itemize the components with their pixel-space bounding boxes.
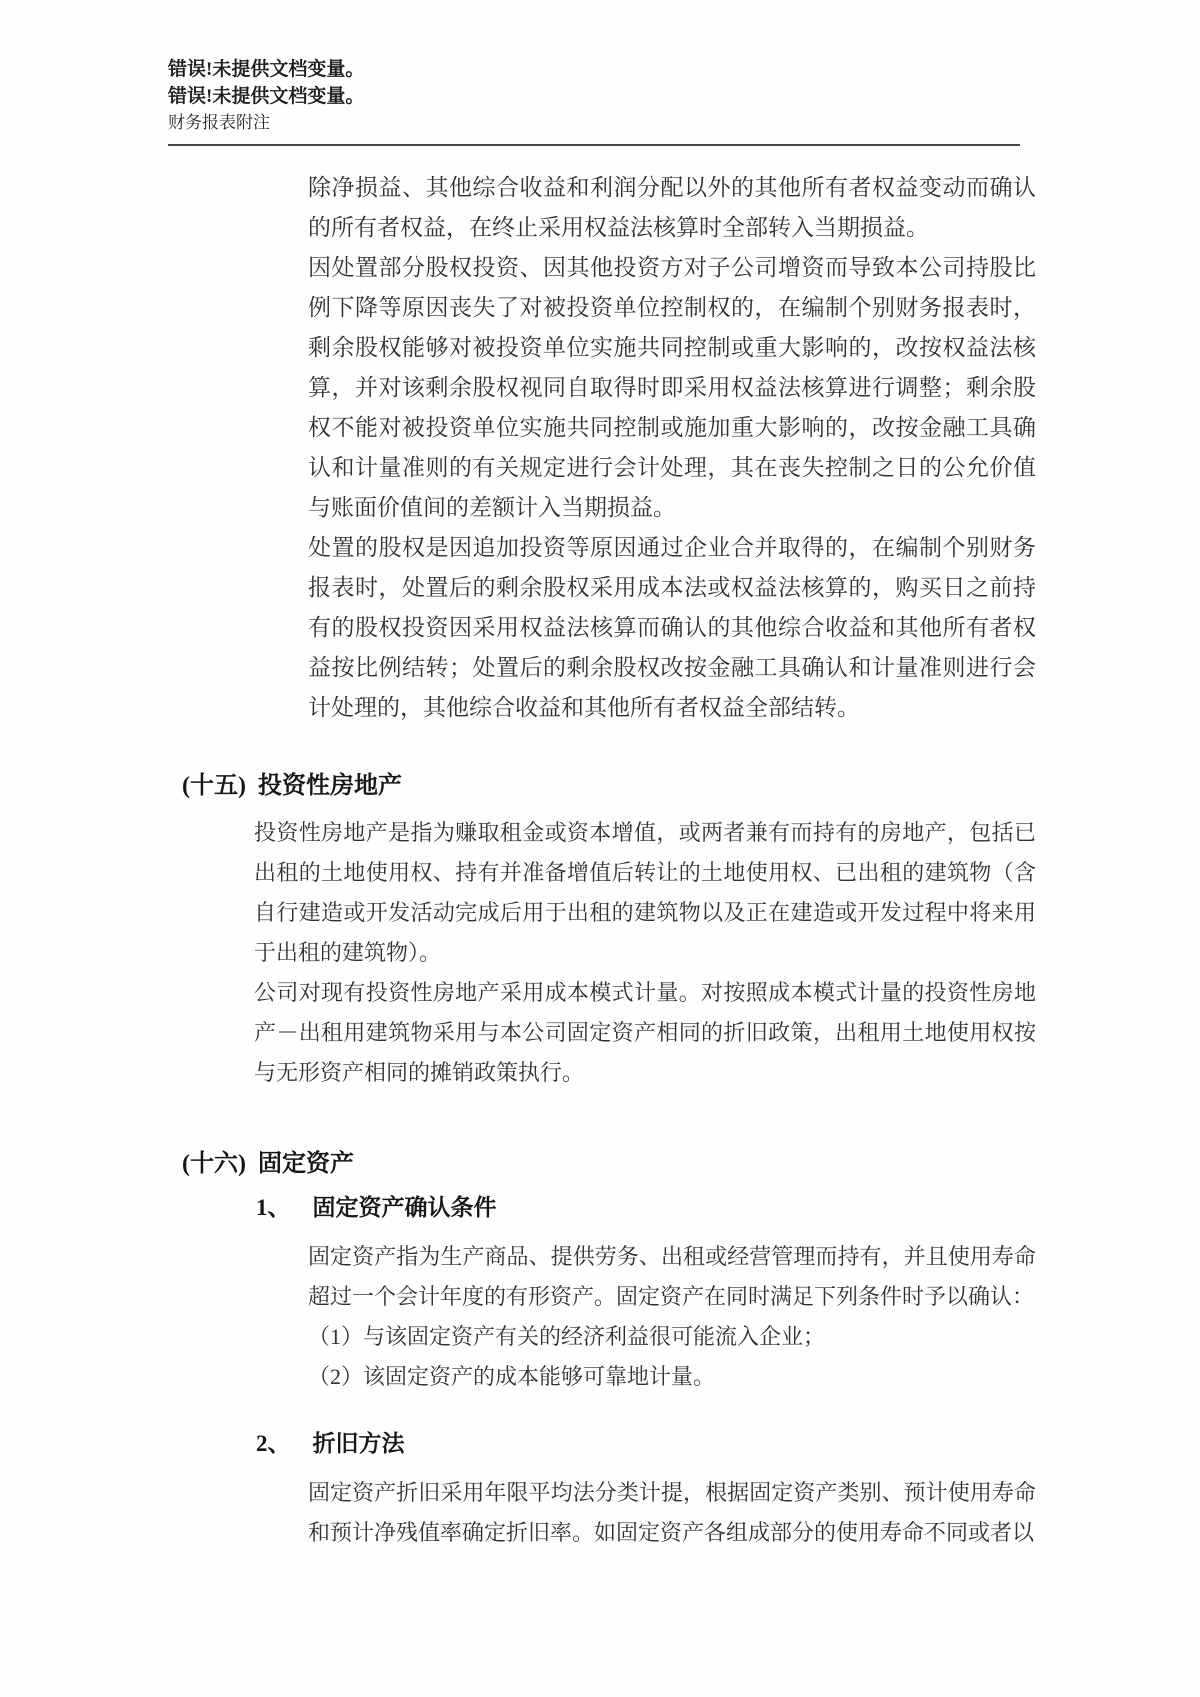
subsection-1-heading — [256, 1193, 1200, 1223]
section-16-title: 固定资产 — [257, 1151, 354, 1177]
subsection-2-heading — [256, 1429, 1200, 1459]
subsection-2-paragraph-1: 固定资产折旧采用年限平均法分类计提，根据固定资产类别、预计使用寿命和预计净残值率确定折旧率。如固定资产各组成部分的使用寿命不同或者以 — [308, 1480, 1036, 1545]
subsection-2-number: 2、 — [256, 1431, 291, 1456]
header-divider — [168, 144, 1020, 146]
section-16-heading — [182, 1149, 1200, 1179]
section-15-title: 投资性房地产 — [257, 773, 402, 799]
section-15-paragraph-2: 公司对现有投资性房地产采用成本模式计量。对按照成本模式计量的投资性房地产－出租用建筑物采用与本公司固定资产相同的折旧政策，出租用土地使用权按与无形资产相同的摊销政策执行。 — [254, 980, 1036, 1085]
subsection-1-paragraph-1: 固定资产指为生产商品、提供劳务、出租或经营管理而持有，并且使用寿命超过一个会计年度的有形资产。固定资产在同时满足下列条件时予以确认： — [308, 1244, 1036, 1309]
doc-header — [168, 56, 1020, 136]
intro-paragraph-3: 处置的股权是因追加投资等原因通过企业合并取得的，在编制个别财务报表时，处置后的剩余股权采用成本法或权益法核算的，购买日之前持有的股权投资因采用权益法核算而确认的其他综合收益和其他所有者权益按比例结转；处置后的剩余股权改按金融工具确认和计量准则进行会计处理的，其他综合收益和其他所有者权益全部结转。 — [308, 535, 1036, 720]
subsection-1-condition-2: （2）该固定资产的成本能够可靠地计量。 — [308, 1364, 716, 1389]
intro-paragraph-1: 除净损益、其他综合收益和利润分配以外的其他所有者权益变动而确认的所有者权益，在终止采用权益法核算时全部转入当期损益。 — [308, 175, 1036, 240]
subsection-2-body — [308, 1473, 1036, 1553]
header-error-line-1: 错误!未提供文档变量。 — [168, 59, 365, 80]
subsection-2-title: 折旧方法 — [312, 1431, 405, 1456]
section-15-paragraph-1: 投资性房地产是指为赚取租金或资本增值，或两者兼有而持有的房地产，包括已出租的土地使用权、持有并准备增值后转让的土地使用权、已出租的建筑物（含自行建造或开发活动完成后用于出租的建筑物以及正在建造或开发过程中将来用于出租的建筑物）。 — [254, 820, 1036, 965]
section-15-label: (十五) — [182, 773, 246, 799]
header-subtitle: 财务报表附注 — [168, 113, 270, 132]
subsection-1-title: 固定资产确认条件 — [312, 1195, 497, 1220]
section-16-label: (十六) — [182, 1151, 246, 1177]
section-15-heading — [182, 771, 1200, 801]
subsection-1-condition-1: （1）与该固定资产有关的经济利益很可能流入企业； — [308, 1324, 826, 1349]
subsection-1-number: 1、 — [256, 1195, 291, 1220]
section-15-body — [254, 813, 1036, 1093]
intro-paragraph-2: 因处置部分股权投资、因其他投资方对子公司增资而导致本公司持股比例下降等原因丧失了对被投资单位控制权的，在编制个别财务报表时，剩余股权能够对被投资单位实施共同控制或重大影响的，改按权益法核算，并对该剩余股权视同自取得时即采用权益法核算进行调整；剩余股权不能对被投资单位实施共同控制或施加重大影响的，改按金融工具确认和计量准则的有关规定进行会计处理，其在丧失控制之日的公允价值与账面价值间的差额计入当期损益。 — [308, 255, 1036, 520]
header-error-line-2: 错误!未提供文档变量。 — [168, 86, 365, 107]
intro-block — [308, 168, 1036, 728]
subsection-1-body — [308, 1237, 1036, 1397]
